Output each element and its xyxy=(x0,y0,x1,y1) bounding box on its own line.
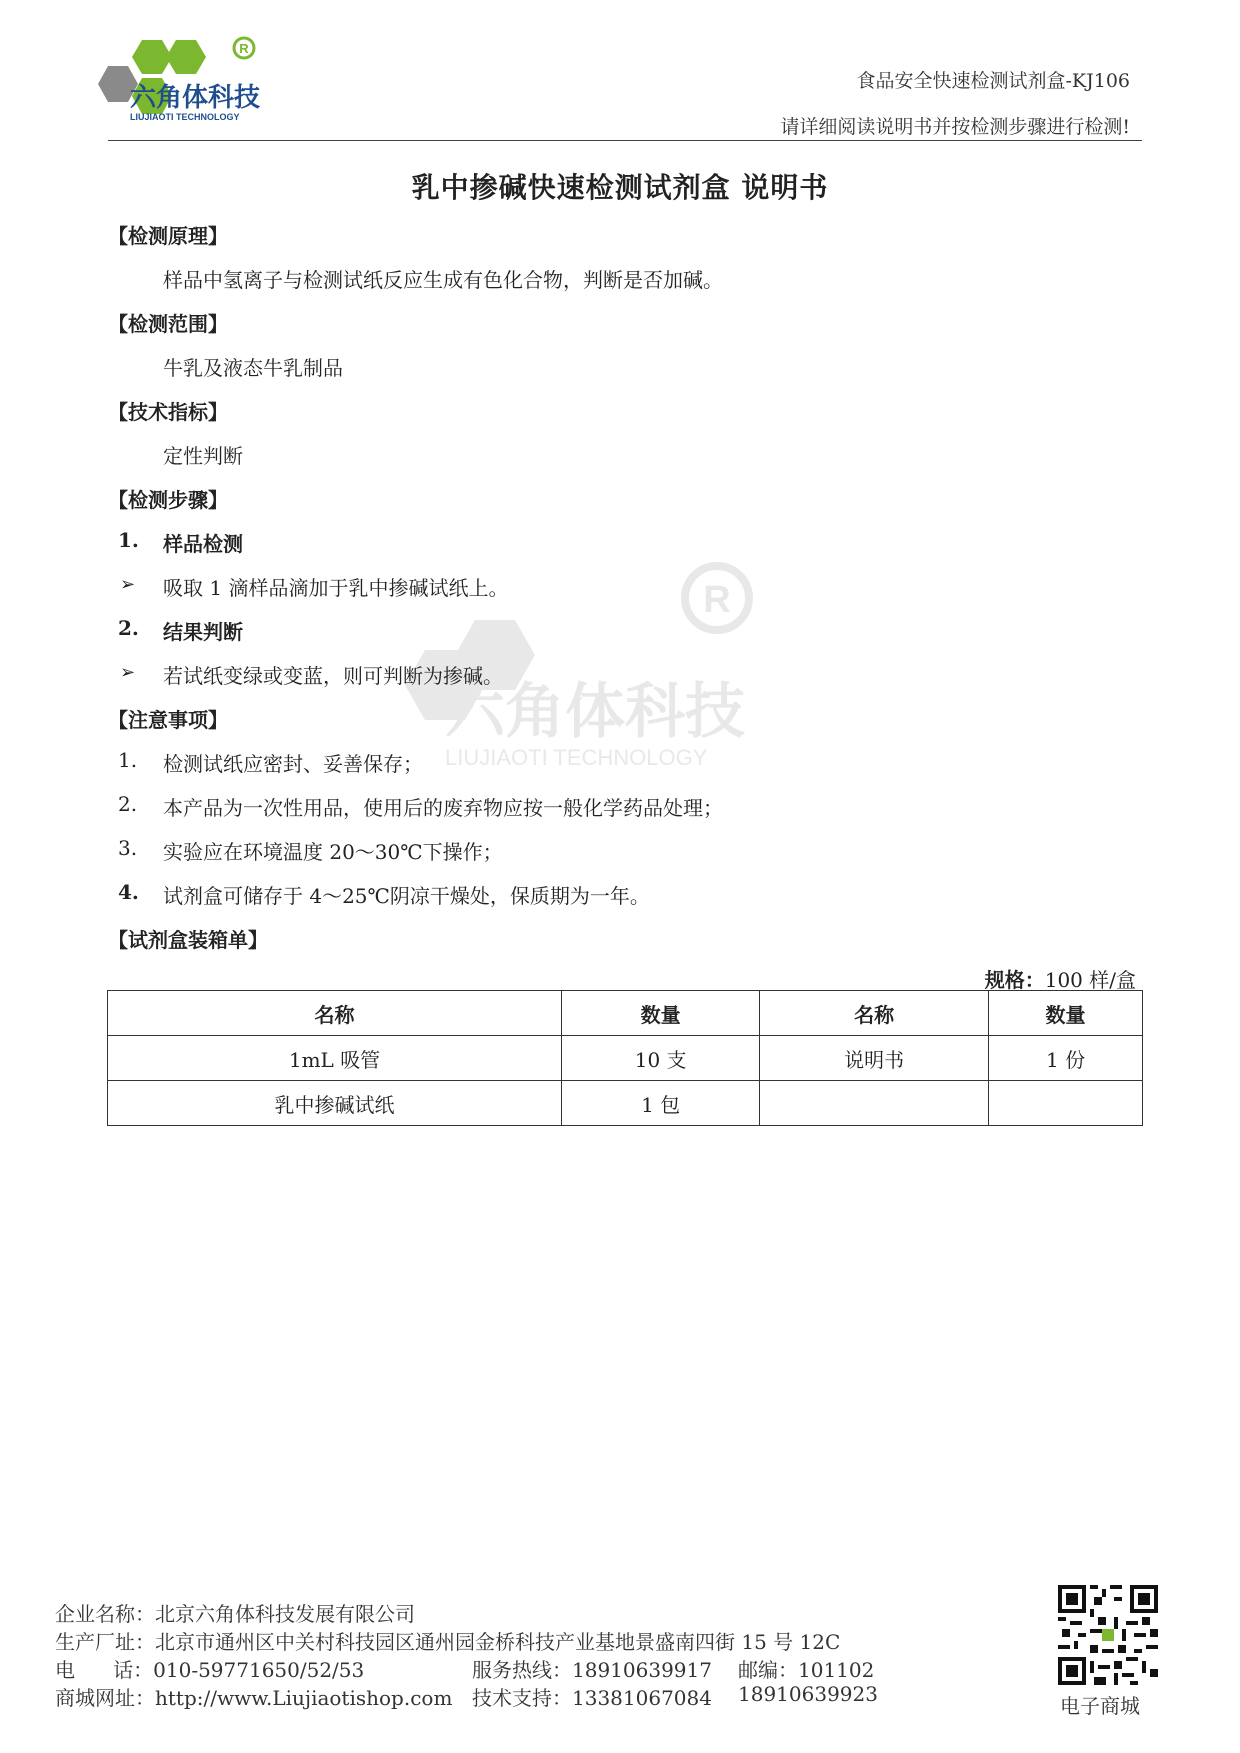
scope-text: 牛乳及液态牛乳制品 xyxy=(163,356,343,380)
qr-code-label: 电子商城 xyxy=(1060,1694,1140,1718)
step2-item: 若试纸变绿或变蓝，则可判断为掺碱。 xyxy=(163,664,503,688)
footer-address: 生产厂址：北京市通州区中关村科技园区通州园金桥科技产业基地景盛南四街 15 号 12C xyxy=(55,1630,841,1654)
table-header-cell: 数量 xyxy=(989,991,1143,1036)
step2-number: 2. xyxy=(118,616,139,640)
svg-text:R: R xyxy=(703,579,731,621)
header-divider xyxy=(108,140,1142,141)
table-cell: 10 支 xyxy=(562,1036,760,1081)
tech-text: 定性判断 xyxy=(163,444,243,468)
principle-text: 样品中氢离子与检测试纸反应生成有色化合物，判断是否加碱。 xyxy=(163,268,723,292)
notes-heading: 【注意事项】 xyxy=(108,708,228,732)
table-header-cell: 名称 xyxy=(760,991,989,1036)
table-header-cell: 数量 xyxy=(562,991,760,1036)
reading-notice: 请详细阅读说明书并按检测步骤进行检测! xyxy=(780,116,1130,138)
step1-title: 样品检测 xyxy=(163,532,243,556)
footer-postcode: 邮编：101102 xyxy=(738,1658,875,1682)
scope-heading: 【检测范围】 xyxy=(108,312,228,336)
note-text: 实验应在环境温度 20～30℃下操作； xyxy=(163,840,503,864)
logo-text: 六角体科技 xyxy=(130,82,261,112)
document-title: 乳中掺碱快速检测试剂盒 说明书 xyxy=(411,171,829,204)
table-row xyxy=(108,1081,1143,1126)
company-logo xyxy=(80,34,320,144)
footer-phone: 电 话：010-59771650/52/53 xyxy=(55,1658,365,1682)
tech-heading: 【技术指标】 xyxy=(108,400,228,424)
step1-item: 吸取 1 滴样品滴加于乳中掺碱试纸上。 xyxy=(163,576,509,600)
note-number: 2. xyxy=(118,792,138,816)
table-cell xyxy=(989,1081,1143,1126)
spec-label: 规格： xyxy=(984,968,1045,992)
table-cell: 乳中掺碱试纸 xyxy=(108,1081,562,1126)
bullet-arrow-icon: ➢ xyxy=(120,662,136,683)
bullet-arrow-icon: ➢ xyxy=(120,574,136,595)
footer-hotline: 服务热线：18910639917 xyxy=(472,1658,712,1682)
table-cell: 1 包 xyxy=(562,1081,760,1126)
note-number: 1. xyxy=(118,748,138,772)
table-header-cell: 名称 xyxy=(108,991,562,1036)
note-text: 试剂盒可储存于 4～25℃阴凉干燥处，保质期为一年。 xyxy=(163,884,650,908)
table-cell: 说明书 xyxy=(760,1036,989,1081)
table-cell: 1mL 吸管 xyxy=(108,1036,562,1081)
table-header-row xyxy=(108,991,1143,1036)
note-number: 3. xyxy=(118,836,138,860)
step2-title: 结果判断 xyxy=(163,620,243,644)
logo-subtext: LIUJIAOTI TECHNOLOGY xyxy=(130,112,240,122)
spec-value: 100 样/盒 xyxy=(1044,968,1136,992)
footer-support: 技术支持：13381067084 xyxy=(472,1686,712,1710)
table-cell xyxy=(760,1081,989,1126)
logo-hexagon-icon xyxy=(166,40,206,74)
table-row xyxy=(108,1036,1143,1081)
svg-text:六角体科技: 六角体科技 xyxy=(445,678,745,745)
svg-text:LIUJIAOTI TECHNOLOGY: LIUJIAOTI TECHNOLOGY xyxy=(445,745,708,770)
svg-text:R: R xyxy=(239,41,249,56)
packing-table xyxy=(107,990,1143,1126)
step1-number: 1. xyxy=(118,528,139,552)
packing-heading: 【试剂盒装箱单】 xyxy=(108,928,268,952)
footer-website: 商城网址：http://www.Liujiaotishop.com xyxy=(55,1686,453,1710)
qr-code-icon[interactable] xyxy=(1058,1585,1158,1685)
steps-heading: 【检测步骤】 xyxy=(108,488,228,512)
principle-heading: 【检测原理】 xyxy=(108,224,228,248)
table-cell: 1 份 xyxy=(989,1036,1143,1081)
note-text: 检测试纸应密封、妥善保存； xyxy=(163,752,423,776)
spec-line xyxy=(985,964,1136,993)
footer-company: 企业名称：北京六角体科技发展有限公司 xyxy=(55,1602,415,1626)
footer-support-2: 18910639923 xyxy=(738,1682,878,1706)
note-number: 4. xyxy=(118,880,139,904)
product-line: 食品安全快速检测试剂盒-KJ106 xyxy=(856,70,1130,92)
note-text: 本产品为一次性用品，使用后的废弃物应按一般化学药品处理； xyxy=(163,796,723,820)
